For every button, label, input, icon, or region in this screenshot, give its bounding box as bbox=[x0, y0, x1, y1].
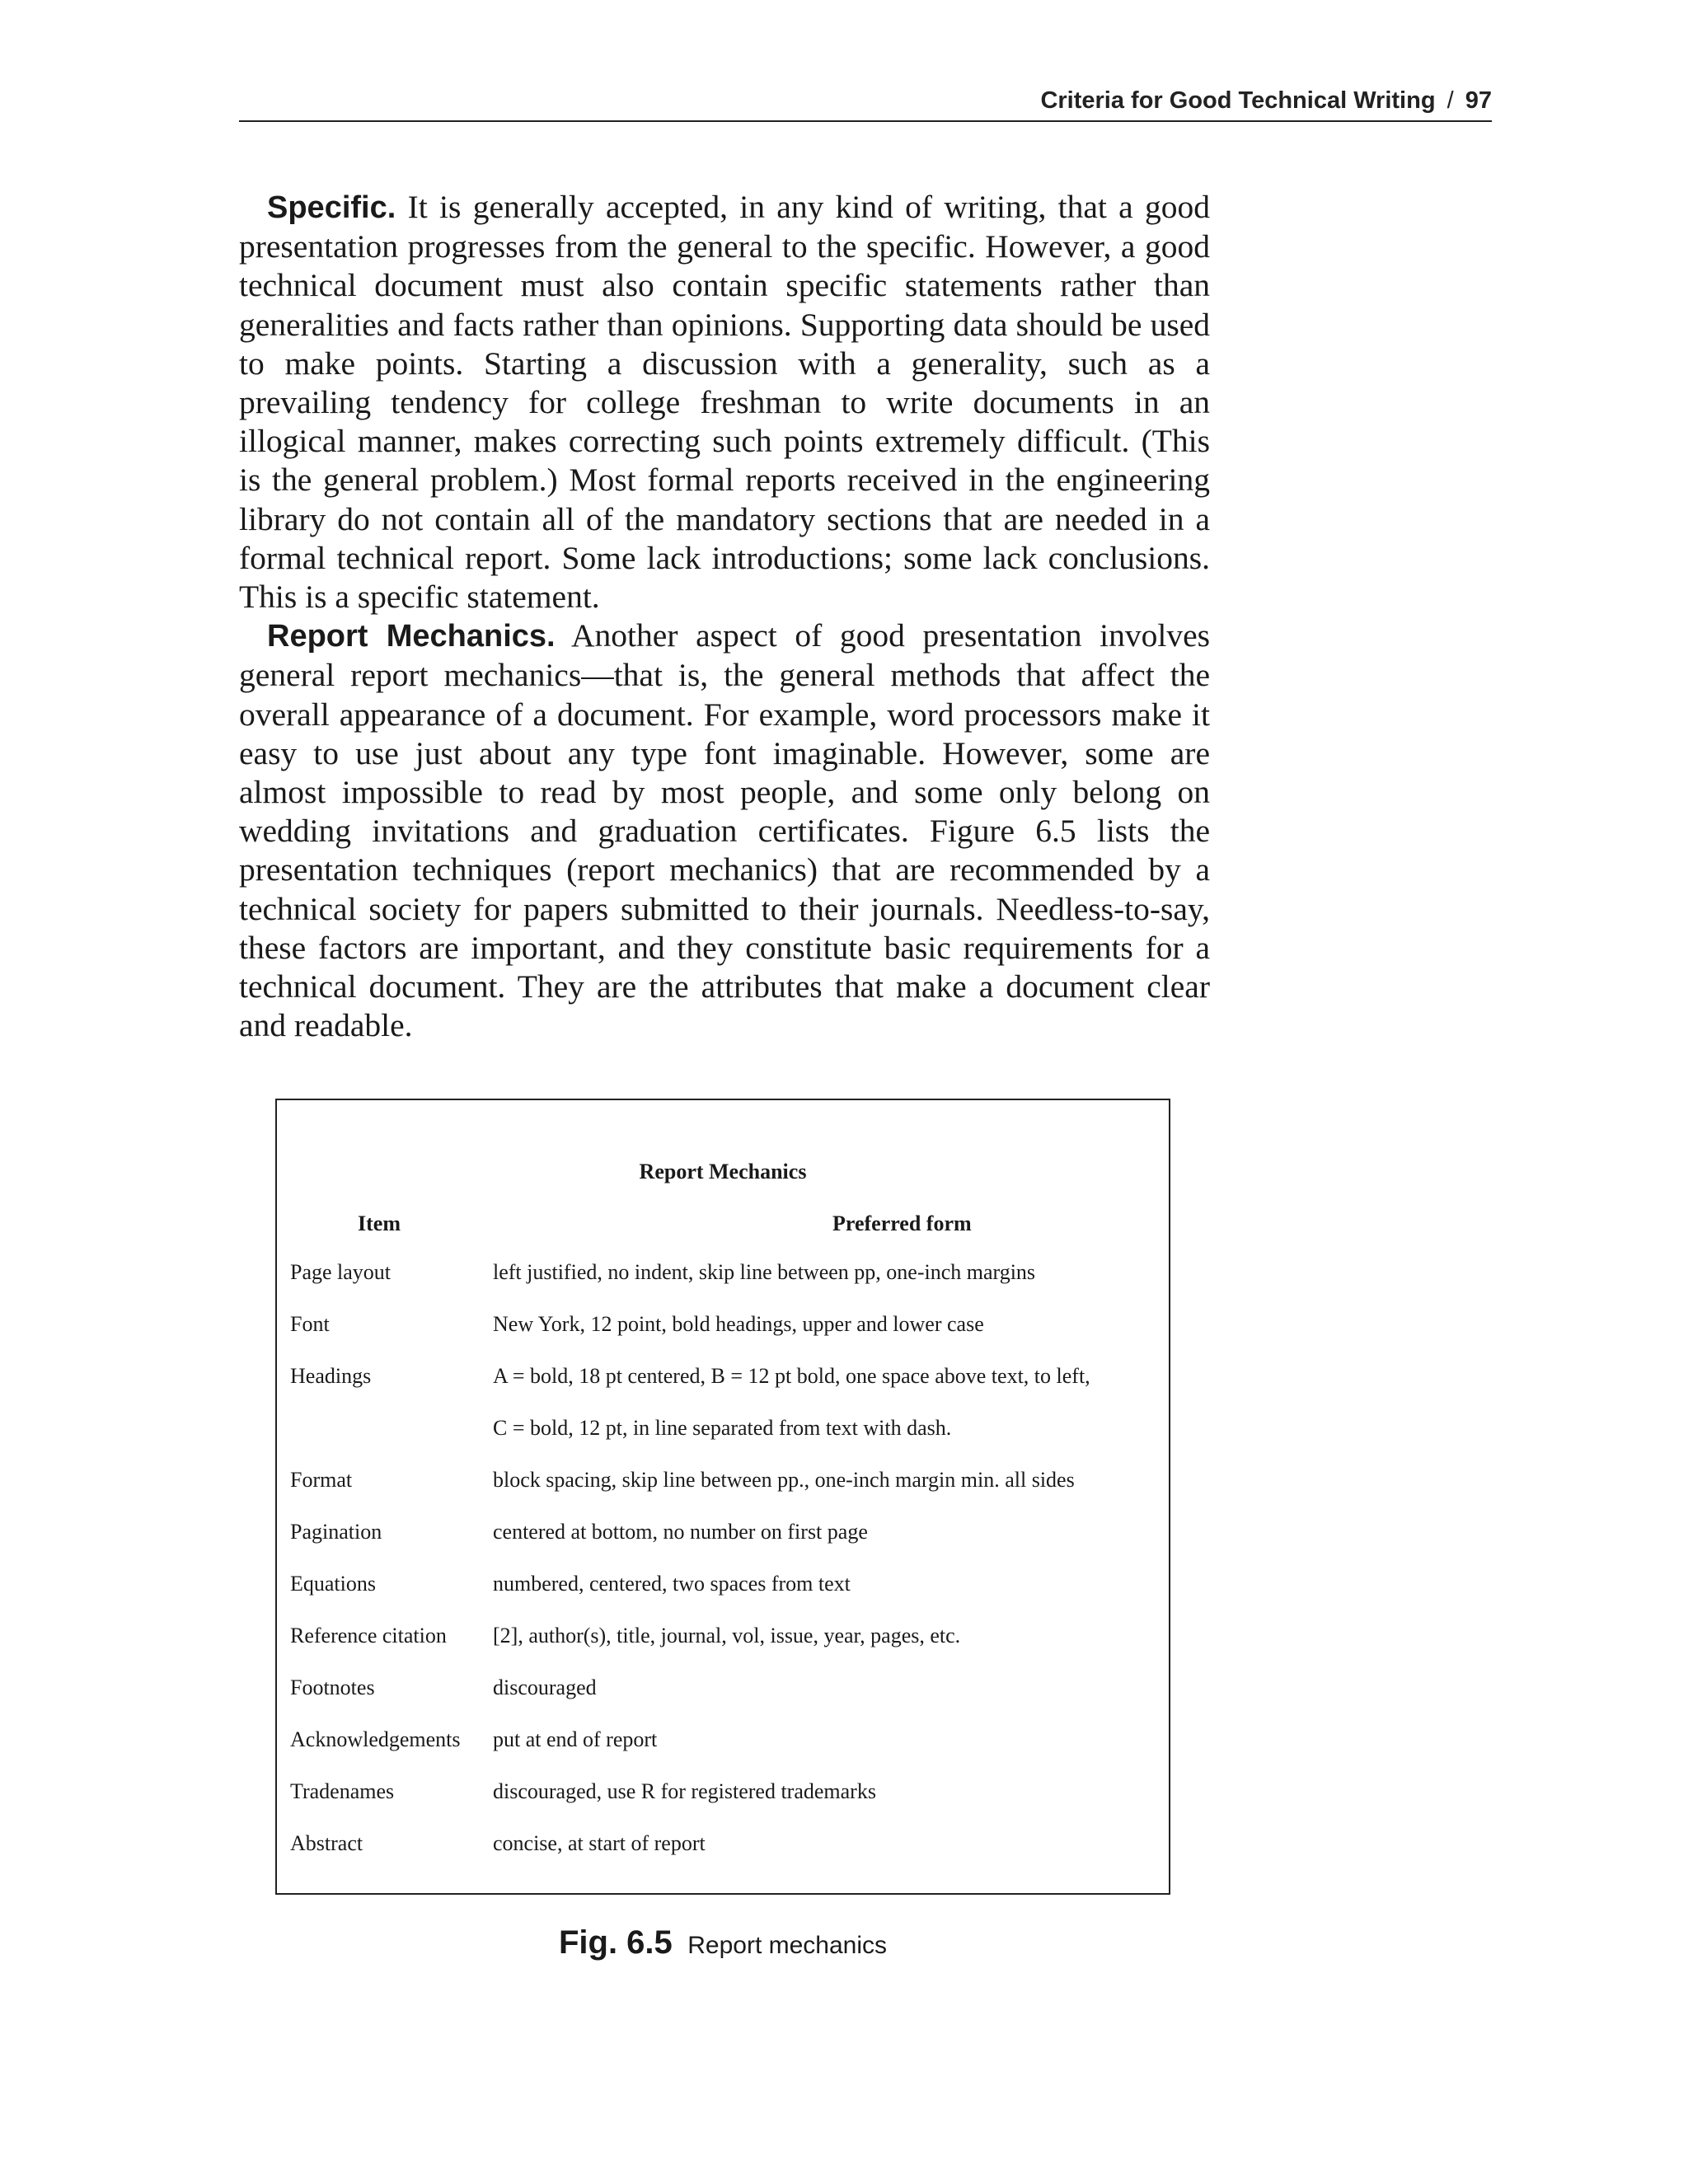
table-row bbox=[290, 1258, 1156, 1287]
column-header-item: Item bbox=[358, 1212, 401, 1235]
row-form: concise, at start of report bbox=[493, 1831, 706, 1855]
table-row bbox=[290, 1829, 1156, 1858]
row-item: Font bbox=[290, 1312, 330, 1336]
table-row bbox=[290, 1310, 1156, 1339]
row-item: Reference citation bbox=[290, 1624, 447, 1647]
table-row bbox=[290, 1413, 1156, 1443]
table-row bbox=[290, 1361, 1156, 1391]
row-item: Tradenames bbox=[290, 1779, 395, 1803]
row-item: Abstract bbox=[290, 1831, 363, 1855]
row-item: Page layout bbox=[290, 1260, 392, 1284]
run-in-heading-specific: Specific. bbox=[267, 190, 396, 225]
paragraph-report-mechanics bbox=[239, 616, 1210, 1045]
figure-report-mechanics bbox=[275, 1099, 1170, 1895]
row-item: Pagination bbox=[290, 1520, 382, 1544]
row-item: Acknowledgements bbox=[290, 1727, 461, 1751]
row-item: Equations bbox=[290, 1572, 376, 1596]
paragraph-specific bbox=[239, 188, 1210, 616]
row-form: put at end of report bbox=[493, 1727, 658, 1751]
paragraph-text: It is generally accepted, in any kind of writing, that a good presentation progresses from the general to the specific. However, a good technical document must also contain specific statements rather than generalities and facts rather than opinions. Supporting data should be used to make points. Starting a discussion with a generality, such as a prevailing tendency for college freshman to write documents in an illogical manner, makes correcting such points extremely difficult. (This is the general problem.) Most formal reports received in the engineering library do not contain all of the mandatory sections that are needed in a formal technical report. Some lack introductions; some lack conclusions. This is a specific statement. bbox=[239, 189, 1211, 616]
table-row bbox=[290, 1569, 1156, 1599]
table-row bbox=[290, 1517, 1156, 1547]
run-in-heading-report-mechanics: Report Mechanics. bbox=[267, 619, 556, 654]
figure-title: Report Mechanics bbox=[639, 1160, 807, 1183]
table-row bbox=[290, 1621, 1156, 1651]
table-row bbox=[290, 1725, 1156, 1755]
figure-caption bbox=[0, 1924, 1446, 1961]
running-head-title: Criteria for Good Technical Writing bbox=[1040, 87, 1436, 114]
row-item: Headings bbox=[290, 1364, 372, 1388]
row-form: block spacing, skip line between pp., one-inch margin min. all sides bbox=[493, 1468, 1075, 1492]
figure-caption-label: Fig. 6.5 bbox=[558, 1924, 673, 1961]
row-form: discouraged, use R for registered trademarks bbox=[493, 1779, 876, 1803]
page-number: 97 bbox=[1465, 87, 1492, 114]
row-form: New York, 12 point, bold headings, upper and lower case bbox=[493, 1312, 984, 1336]
row-form: left justified, no indent, skip line between pp, one-inch margins bbox=[493, 1260, 1036, 1284]
table-row bbox=[290, 1465, 1156, 1495]
row-form: C = bold, 12 pt, in line separated from text with dash. bbox=[493, 1416, 952, 1440]
column-header-preferred-form: Preferred form bbox=[832, 1212, 972, 1235]
running-head bbox=[239, 82, 1492, 122]
table-row bbox=[290, 1673, 1156, 1703]
row-form: discouraged bbox=[493, 1675, 597, 1699]
running-head-separator: / bbox=[1447, 87, 1454, 114]
row-form: centered at bottom, no number on first page bbox=[493, 1520, 868, 1544]
body-text bbox=[239, 188, 1210, 1045]
row-item: Footnotes bbox=[290, 1675, 375, 1699]
row-form: numbered, centered, two spaces from text bbox=[493, 1572, 851, 1596]
row-form: A = bold, 18 pt centered, B = 12 pt bold, one space above text, to left, bbox=[493, 1364, 1090, 1388]
row-form: [2], author(s), title, journal, vol, issue, year, pages, etc. bbox=[493, 1624, 961, 1647]
paragraph-text: Another aspect of good presentation involves general report mechanics—that is, the general methods that affect the overall appearance of a document. For example, word processors make it easy to use just about any type font imaginable. However, some are almost impossible to read by most people, and some only belong on wedding invitations and graduation certificates. Figure 6.5 lists the presentation techniques (report mechanics) that are recommended by a technical society for papers submitted to their journals. Needless-to-say, these factors are important, and they constitute basic requirements for a technical document. They are the attributes that make a document clear and readable. bbox=[239, 617, 1210, 1044]
table-row bbox=[290, 1777, 1156, 1807]
row-item: Format bbox=[290, 1468, 353, 1492]
figure-caption-text: Report mechanics bbox=[687, 1932, 888, 1959]
